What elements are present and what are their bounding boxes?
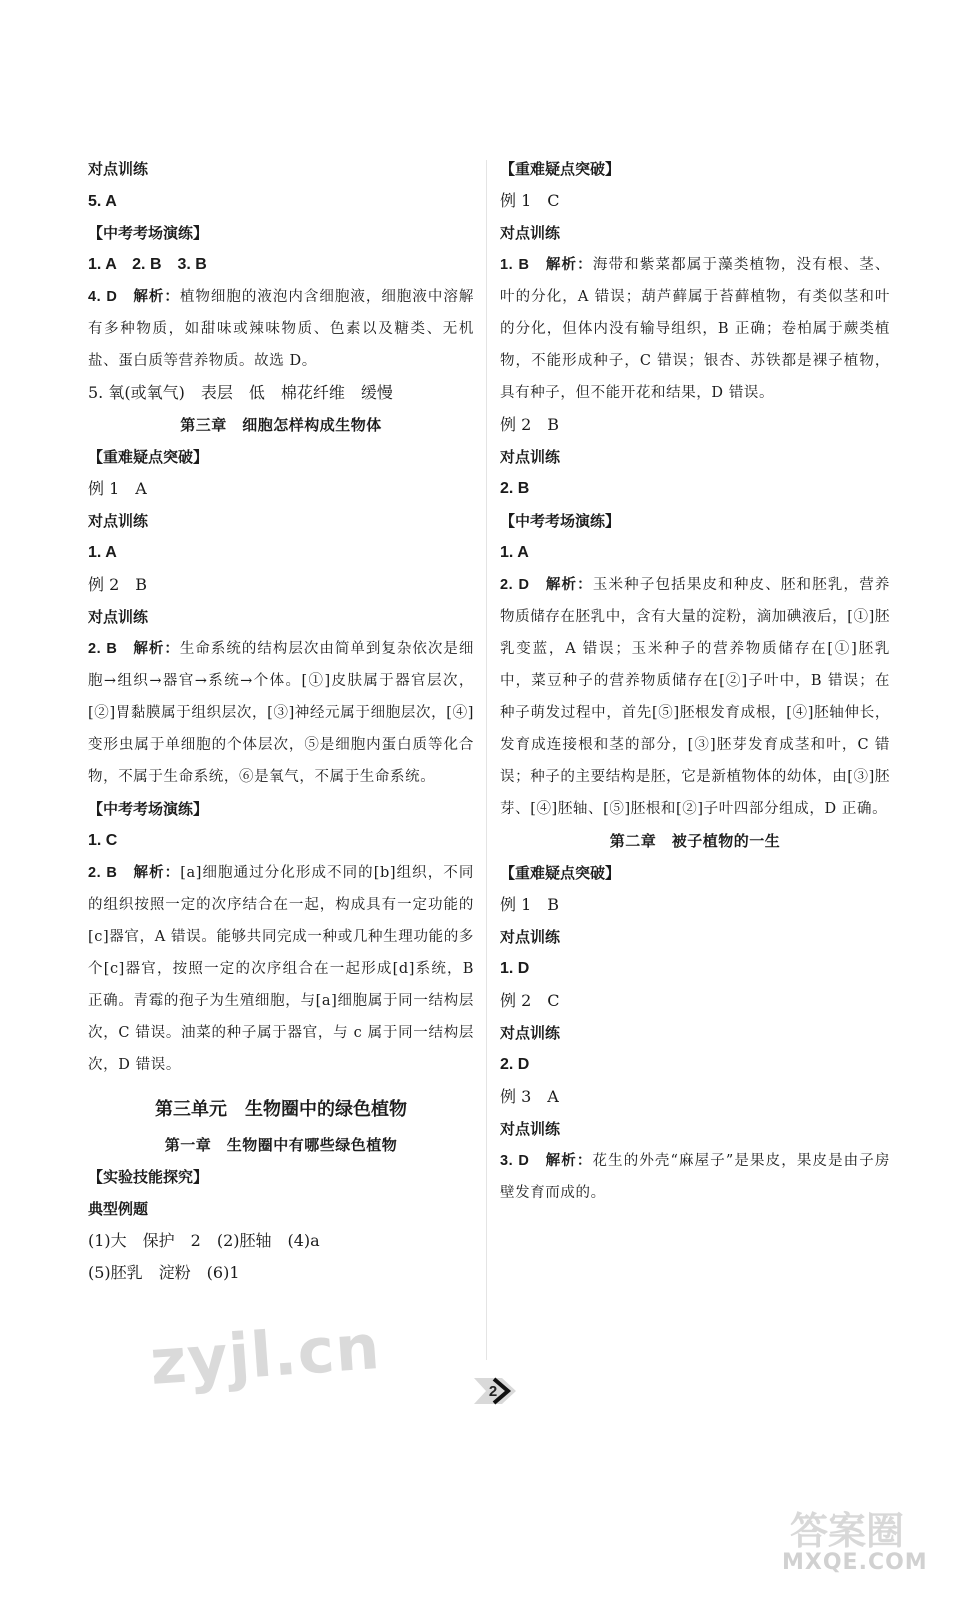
explanation-paragraph — [500, 1145, 890, 1209]
explanation-label: 解析： — [133, 641, 180, 657]
answer-line: 2. B — [500, 480, 530, 497]
section-heading: 【重难疑点突破】 — [500, 160, 621, 178]
page-number-badge — [472, 1376, 520, 1406]
example-line: 例 1 C — [500, 191, 560, 210]
typical-example-heading: 典型例题 — [88, 1200, 149, 1218]
left-column — [88, 153, 474, 1289]
explanation-paragraph — [500, 569, 890, 825]
answer-line: 2. D — [500, 1056, 530, 1073]
example-line: 例 1 A — [88, 479, 147, 498]
practice-heading: 对点训练 — [500, 1024, 561, 1042]
section-heading: 【实验技能探究】 — [88, 1168, 209, 1186]
answer-number: 2. B — [88, 865, 118, 881]
explanation-label: 解析： — [133, 865, 181, 881]
explanation-paragraph — [88, 857, 474, 1081]
answer-number: 1. B — [500, 257, 530, 273]
answer-number: 3. D — [500, 1153, 530, 1169]
chapter-title: 第三章 细胞怎样构成生物体 — [180, 416, 382, 434]
explanation-text: 海带和紫菜都属于藻类植物，没有根、茎、叶的分化，A 错误；葫芦藓属于苔藓植物，有类似茎和叶的分化，但体内没有输导组织，B 正确；卷柏属于蕨类植物，不能形成种子，C 错误；银杏、苏铁都是裸子植物，具有种子，但不能开花和结果，D 错误。 — [500, 257, 890, 401]
watermark-zyjl: zyjl.cn — [147, 1310, 383, 1399]
answer-number: 4. D — [88, 289, 118, 305]
answer-line: 5. 氧(或氧气) 表层 低 棉花纤维 缓慢 — [88, 383, 393, 402]
explanation-label: 解析： — [133, 289, 180, 305]
page-number: 2 — [488, 1382, 498, 1400]
practice-heading: 对点训练 — [500, 224, 561, 242]
answer-number: 2. D — [500, 577, 530, 593]
explanation-text: 生命系统的结构层次由简单到复杂依次是细胞→组织→器官→系统→个体。[①]皮肤属于器官层次，[②]胃黏膜属于组织层次，[③]神经元属于细胞层次，[④]变形虫属于单细胞的个体层次，⑤是细胞内蛋白质等化合物，不属于生命系统，⑥是氧气，不属于生命系统。 — [88, 641, 474, 785]
explanation-label: 解析： — [545, 257, 593, 273]
explanation-text: 植物细胞的液泡内含细胞液，细胞液中溶解有多种物质，如甜味或辣味物质、色素以及糖类、无机盐、蛋白质等营养物质。故选 D。 — [88, 289, 474, 369]
practice-heading: 对点训练 — [88, 512, 149, 530]
right-column — [500, 153, 890, 1209]
section-heading: 【中考考场演练】 — [88, 800, 209, 818]
explanation-text: 玉米种子包括果皮和种皮、胚和胚乳，营养物质储存在胚乳中，含有大量的淀粉，滴加碘液后，[①]胚乳变蓝，A 错误；玉米种子的营养物质储存在[①]胚乳中，菜豆种子的营养物质储存在[②]子叶中，B 错误；在种子萌发过程中，首先[⑤]胚根发育成根，[④]胚轴伸长，发育成连接根和茎的部分，[③]胚芽发育成茎和叶，C 错误；种子的主要结构是胚，它是新植物体的幼体，由[③]胚芽、[④]胚轴、[⑤]胚根和[②]子叶四部分组成，D 正确。 — [500, 577, 891, 817]
answer-line: (5)胚乳 淀粉 (6)1 — [88, 1263, 240, 1282]
section-heading: 【中考考场演练】 — [88, 224, 209, 242]
practice-heading: 对点训练 — [88, 608, 149, 626]
example-line: 例 3 A — [500, 1087, 559, 1106]
answer-line: 1. C — [88, 832, 118, 849]
answer-line — [88, 185, 474, 217]
explanation-paragraph — [500, 249, 890, 409]
example-line: 例 1 B — [500, 895, 560, 914]
explanation-paragraph — [88, 633, 474, 793]
example-line: 例 2 B — [88, 575, 148, 594]
answer-line: 1. A 2. B 3. B — [88, 256, 207, 273]
explanation-label: 解析： — [545, 1153, 593, 1169]
answer-number: 2. B — [88, 641, 118, 657]
example-line: 例 2 B — [500, 415, 560, 434]
answer-text: 5. A — [88, 193, 117, 210]
answer-line: 1. D — [500, 960, 530, 977]
section-heading: 【重难疑点突破】 — [500, 864, 621, 882]
practice-heading: 对点训练 — [500, 928, 561, 946]
practice-heading: 对点训练 — [500, 448, 561, 466]
practice-heading: 对点训练 — [88, 160, 149, 178]
explanation-text: 花生的外壳“麻屋子”是果皮，果皮是由子房壁发育而成的。 — [500, 1153, 890, 1201]
watermark-mxqe: MXQE.COM — [782, 1550, 928, 1575]
section-heading: 【重难疑点突破】 — [88, 448, 209, 466]
watermark-daanquan: 答案圈 — [790, 1509, 905, 1553]
explanation-label: 解析： — [545, 577, 593, 593]
explanation-text: [a]细胞通过分化形成不同的[b]组织，不同的组织按照一定的次序结合在一起，构成具有一定功能的[c]器官，A 错误。能够共同完成一种或几种生理功能的多个[c]器官，按照一定的次序组合在一起形成[d]系统，B 正确。青霉的孢子为生殖细胞，与[a]细胞属于同一结构层次，C 错误。油菜的种子属于器官，与 c 属于同一结构层次，D 错误。 — [88, 865, 474, 1073]
answer-line: 1. A — [88, 544, 117, 561]
unit-title: 第三单元 生物圈中的绿色植物 — [155, 1099, 407, 1120]
answer-line: 1. A — [500, 544, 529, 561]
explanation-paragraph — [88, 281, 474, 377]
answer-line: (1)大 保护 2 (2)胚轴 (4)a — [88, 1231, 320, 1250]
example-line: 例 2 C — [500, 991, 560, 1010]
chapter-title: 第一章 生物圈中有哪些绿色植物 — [164, 1136, 398, 1154]
practice-heading: 对点训练 — [500, 1120, 561, 1138]
section-heading: 【中考考场演练】 — [500, 512, 621, 530]
chapter-title: 第二章 被子植物的一生 — [609, 832, 781, 850]
column-divider — [486, 160, 487, 1360]
